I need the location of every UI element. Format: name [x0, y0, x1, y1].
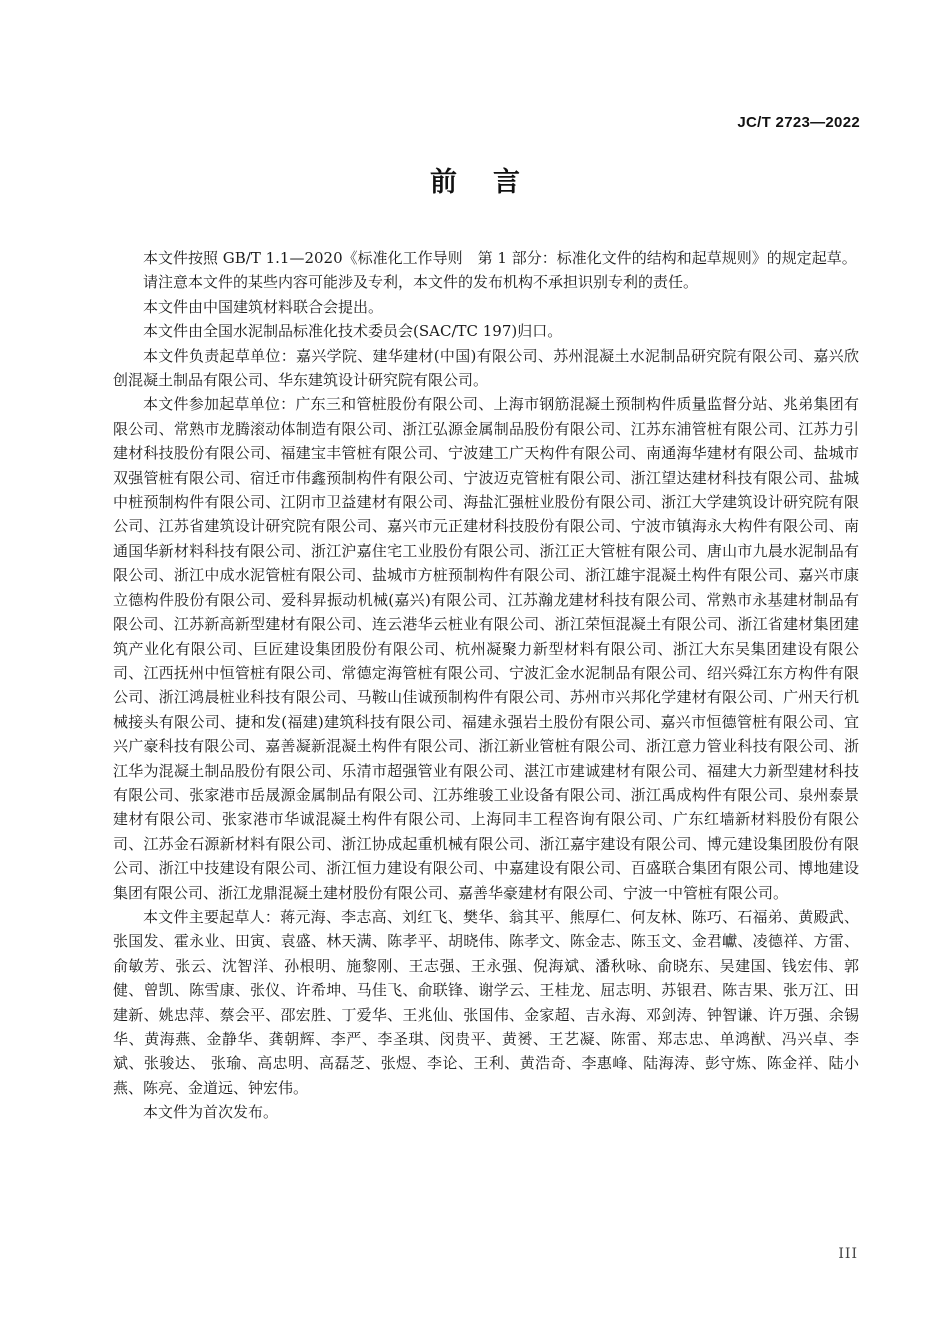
standard-code: JC/T 2723—2022: [737, 114, 860, 131]
paragraph-participating-units: 本文件参加起草单位：广东三和管桩股份有限公司、上海市钢筋混凝土预制构件质量监督分站、兆弟集团有限公司、常熟市龙腾滚动体制造有限公司、浙江弘源金属制品股份有限公司、江苏东浦管桩有限公司、江苏力引建材科技股份有限公司、福建宝丰管桩有限公司、宁波建工广天构件有限公司、南通海华建材有限公司、盐城市双强管桩有限公司、宿迁市伟鑫预制构件有限公司、宁波迈克管桩有限公司、浙江望达建材科技有限公司、盐城中桩预制构件有限公司、江阴市卫益建材有限公司、海盐汇强桩业股份有限公司、浙江大学建筑设计研究院有限公司、江苏省建筑设计研究院有限公司、嘉兴市元正建材科技股份有限公司、宁波市镇海永大构件有限公司、南通国华新材料科技有限公司、浙江沪嘉住宅工业股份有限公司、浙江正大管桩有限公司、唐山市九晨水泥制品有限公司、浙江中成水泥管桩有限公司、盐城市方桩预制构件有限公司、浙江雄宇混凝土构件有限公司、嘉兴市康立德构件股份有限公司、爱科昇振动机械(嘉兴)有限公司、江苏瀚龙建材科技有限公司、常熟市永基建材制品有限公司、江苏新高新型建材有限公司、连云港华云桩业有限公司、浙江荣恒混凝土有限公司、浙江省建材集团建筑产业化有限公司、巨匠建设集团股份有限公司、杭州凝聚力新型材料有限公司、浙江大东吴集团建设有限公司、江西抚州中恒管桩有限公司、常德定海管桩有限公司、宁波汇金水泥制品有限公司、绍兴舜江东方构件有限公司、浙江鸿晨桩业科技有限公司、马鞍山佳诚预制构件有限公司、苏州市兴邦化学建材有限公司、广州天行机械接头有限公司、捷和发(福建)建筑科技有限公司、福建永强岩土股份有限公司、嘉兴市恒德管桩有限公司、宜兴广豪科技有限公司、嘉善凝新混凝土构件有限公司、浙江新业管桩有限公司、浙江意力管业科技有限公司、浙江华为混凝土制品股份有限公司、乐清市超强管业有限公司、湛江市建诚建材有限公司、福建大力新型建材科技有限公司、张家港市岳晟源金属制品有限公司、江苏维骏工业设备有限公司、浙江禹成构件有限公司、泉州泰景建材有限公司、张家港市华诚混凝土构件有限公司、上海同丰工程咨询有限公司、广东红墙新材料股份有限公司、江苏金石源新材料有限公司、浙江协成起重机械有限公司、浙江嘉宇建设有限公司、博元建设集团股份有限公司、浙江中技建设有限公司、浙江恒力建设有限公司、中嘉建设有限公司、百盛联合集团有限公司、博地建设集团有限公司、浙江龙鼎混凝土建材股份有限公司、嘉善华豪建材有限公司、宁波一中管桩有限公司。: [113, 395, 859, 902]
paragraph-technical-committee: 本文件由全国水泥制品标准化技术委员会(SAC/TC 197)归口。: [143, 322, 563, 341]
page-title: 前言: [430, 167, 556, 198]
paragraph-first-release: 本文件为首次发布。: [143, 1103, 279, 1122]
paragraph-drafting-rules: 本文件按照 GB/T 1.1—2020《标准化工作导则 第 1 部分：标准化文件的结构和起草规则》的规定起草。: [143, 249, 857, 267]
paragraph-lead-drafting-units: 本文件负责起草单位：嘉兴学院、建华建材(中国)有限公司、苏州混凝土水泥制品研究院有限公司、嘉兴欣创混凝土制品有限公司、华东建筑设计研究院有限公司。: [113, 346, 859, 390]
paragraph-main-drafters: 本文件主要起草人：蒋元海、李志高、刘红飞、樊华、翁其平、熊厚仁、何友林、陈巧、石福弟、黄殿武、张国发、霍永业、田寅、袁盛、林天满、陈孝平、胡晓伟、陈孝文、陈金志、陈玉文、金君巘、凌德祥、方雷、俞敏芳、张云、沈智洋、孙根明、施黎刚、王志强、王永强、倪海斌、潘秋咏、俞晓东、吴建国、钱宏伟、郭健、曾凯、陈雪康、张仪、许希坤、马佳飞、俞联锋、谢学云、王桂龙、屈志明、苏银君、陈吉果、张万江、田建新、姚忠萍、蔡会平、邵宏胜、丁爱华、王兆仙、张国伟、金家超、吉永海、邓剑涛、钟智谦、许万强、余锡华、黄海燕、金静华、龚朝辉、李严、李圣琪、闵贵平、黄赟、王艺凝、陈雷、郑志忠、单鸿猷、冯兴卓、李斌、张骏达、 张瑜、高忠明、高磊芝、张煜、李论、王利、黄浩奇、李惠峰、陆海涛、彭守炼、陈金祥、陆小燕、陈亮、金道远、钟宏伟。: [113, 907, 859, 1097]
paragraph-patent-notice: 请注意本文件的某些内容可能涉及专利，本文件的发布机构不承担识别专利的责任。: [143, 273, 699, 292]
page-number: III: [838, 1246, 858, 1262]
paragraph-proposer: 本文件由中国建筑材料联合会提出。: [143, 297, 384, 316]
preface-body: [113, 246, 859, 1125]
